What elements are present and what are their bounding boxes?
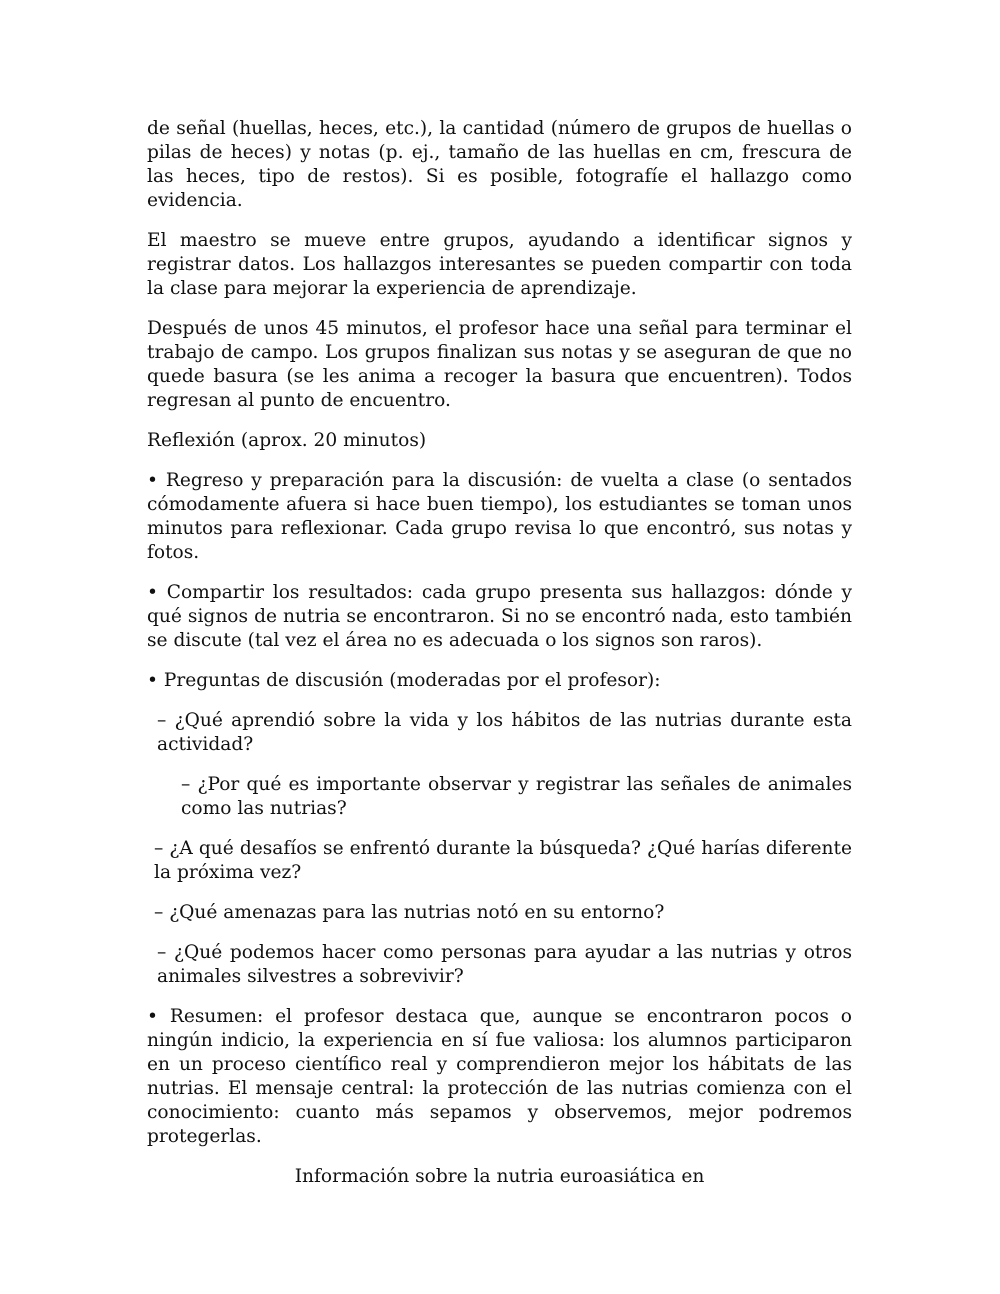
question-challenges: – ¿A qué desafíos se enfrentó durante la búsqueda? ¿Qué harías diferente la próxima vez? <box>154 838 852 883</box>
paragraph-fieldwork-end: Después de unos 45 minutos, el profesor hace una señal para terminar el trabajo de campo. Los grupos finalizan sus notas y se aseguran de que no quede basura (se les anima a recoger la basura que encuentren). Todos regresan al punto de encuentro. <box>147 318 852 411</box>
bullet-summary: • Resumen: el profesor destaca que, aunque se encontraron pocos o ningún indicio, la experiencia en sí fue valiosa: los alumnos participaron en un proceso científico real y comprendieron mejor los hábitats de las nutrias. El mensaje central: la protección de las nutrias comienza con el conocimiento: cuanto más sepamos y observemos, mejor podremos protegerlas. <box>147 1006 852 1147</box>
section-heading-reflection: Reflexión (aprox. 20 minutos) <box>147 430 427 451</box>
bullet-share-results: • Compartir los resultados: cada grupo presenta sus hallazgos: dónde y qué signos de nutria se encontraron. Si no se encontró nada, esto también se discute (tal vez el área no es adecuada o los signos son raros). <box>147 582 852 651</box>
bullet-return-preparation: • Regreso y preparación para la discusión: de vuelta a clase (o sentados cómodamente afuera si hace buen tiempo), los estudiantes se toman unos minutos para reflexionar. Cada grupo revisa lo que encontró, sus notas y fotos. <box>147 470 852 563</box>
question-importance: – ¿Por qué es importante observar y registrar las señales de animales como las nutrias? <box>181 774 852 819</box>
document-page <box>147 117 852 1189</box>
question-learned: – ¿Qué aprendió sobre la vida y los hábitos de las nutrias durante esta actividad? <box>157 710 852 755</box>
question-help-otters: – ¿Qué podemos hacer como personas para ayudar a las nutrias y otros animales silvestres a sobrevivir? <box>157 942 852 987</box>
footer-heading: Información sobre la nutria euroasiática en <box>294 1166 705 1187</box>
paragraph-teacher-moves: El maestro se mueve entre grupos, ayudando a identificar signos y registrar datos. Los hallazgos interesantes se pueden compartir con toda la clase para mejorar la experiencia de aprendizaje. <box>147 230 852 299</box>
question-threats: – ¿Qué amenazas para las nutrias notó en su entorno? <box>154 902 665 923</box>
paragraph-signs-recording: de señal (huellas, heces, etc.), la cantidad (número de grupos de huellas o pilas de heces) y notas (p. ej., tamaño de las huellas en cm, frescura de las heces, tipo de restos). Si es posible, fotografíe el hallazgo como evidencia. <box>147 118 852 211</box>
bullet-discussion-questions: • Preguntas de discusión (moderadas por el profesor): <box>147 670 661 691</box>
